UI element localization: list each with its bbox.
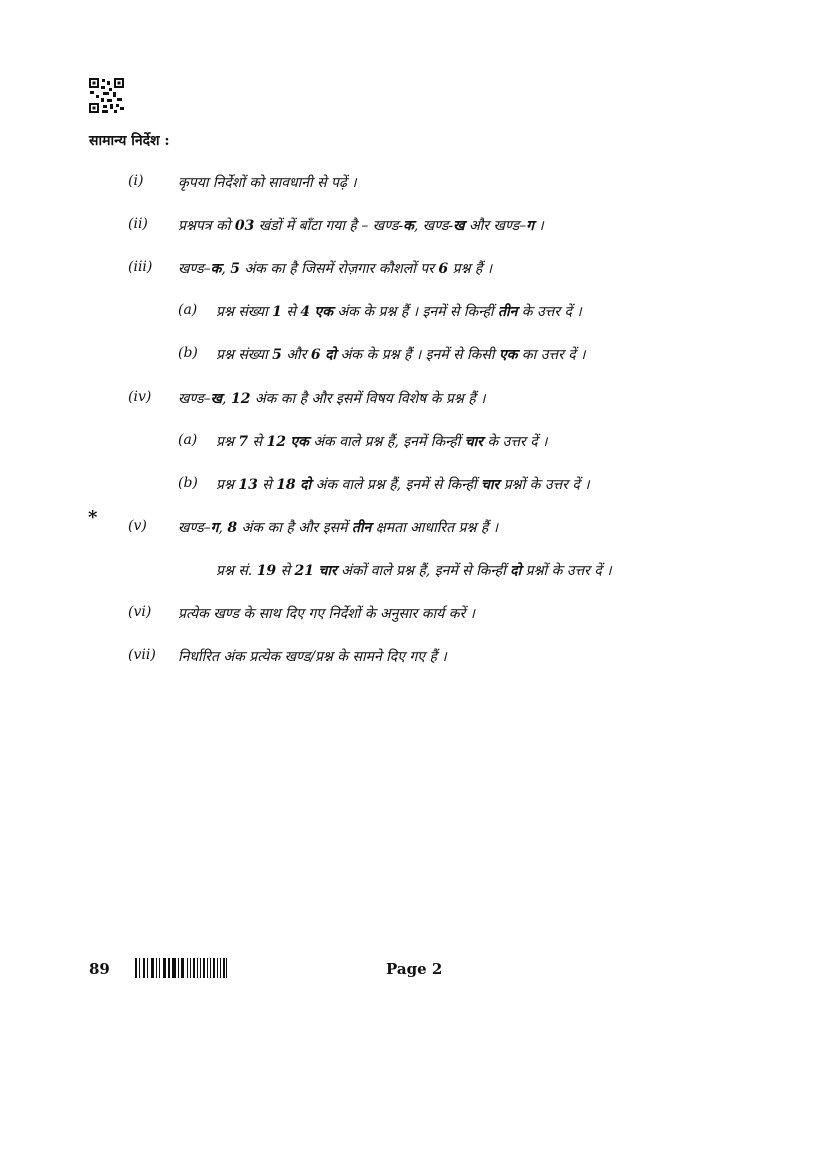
instruction-emphasis: दो (510, 563, 522, 579)
instruction-fragment: अंक का है और इसमें विषय विशेष के प्रश्न हैं । (250, 391, 486, 407)
instruction-text (216, 432, 547, 451)
instruction-emphasis: तीन (497, 304, 518, 320)
instruction-emphasis: ख (210, 391, 223, 407)
instruction-emphasis: चार (481, 477, 500, 493)
instruction-number: (i) (128, 173, 144, 189)
instruction-emphasis: 5 (272, 347, 282, 363)
instruction-fragment: कृपया निर्देशों को सावधानी से पढ़ें । (178, 175, 357, 191)
instruction-fragment: अंक के प्रश्न हैं । इनमें से किन्हीं (333, 304, 498, 320)
instruction-emphasis: क (210, 261, 222, 277)
instruction-fragment: अंक का है जिसमें रोज़गार कौशलों पर (240, 261, 439, 277)
instruction-emphasis: 5 (230, 261, 241, 277)
instruction-emphasis: 6 (310, 347, 321, 363)
instruction-text (216, 475, 590, 494)
instruction-text (178, 259, 492, 278)
instruction-fragment: , (222, 391, 231, 407)
instruction-fragment: खण्ड– (178, 520, 211, 536)
instruction-emphasis: क (403, 218, 414, 234)
instruction-emphasis: ख (453, 218, 465, 234)
instruction-text (216, 302, 582, 321)
instruction-number: (a) (178, 302, 198, 318)
instruction-emphasis: 6 (438, 261, 449, 277)
instruction-emphasis: 12 (230, 391, 251, 407)
instruction-emphasis: एक (290, 434, 309, 450)
instruction-text (178, 518, 498, 537)
instruction-fragment: प्रश्न हैं । (448, 261, 493, 277)
general-instructions-heading: सामान्य निर्देश : (89, 133, 170, 149)
instruction-fragment: , खण्ड- (413, 218, 454, 234)
instruction-fragment: से (276, 563, 295, 579)
instruction-fragment: निर्धारित अंक प्रत्येक खण्ड/प्रश्न के सामने दिए गए हैं । (178, 649, 447, 665)
instruction-fragment: और खण्ड– (464, 218, 527, 234)
instruction-number: (v) (128, 518, 147, 534)
instruction-emphasis: 1 (272, 304, 282, 320)
instruction-text (178, 216, 544, 235)
barcode-icon (135, 958, 228, 978)
instruction-fragment: अंकों वाले प्रश्न हैं, इनमें से किन्हीं (336, 563, 511, 579)
instruction-text (216, 345, 585, 364)
instruction-emphasis: 03 (234, 218, 255, 234)
instruction-fragment: अंक वाले प्रश्न हैं, इनमें किन्हीं (308, 434, 465, 450)
instruction-number: (iv) (128, 389, 152, 405)
instruction-fragment: और (281, 347, 311, 363)
instruction-fragment: प्रश्नों के उत्तर दें । (499, 477, 590, 493)
instruction-fragment: । (533, 218, 544, 234)
instruction-emphasis: तीन (351, 520, 372, 536)
instruction-emphasis: 4 (300, 304, 311, 320)
instruction-fragment: के उत्तर दें । (483, 434, 548, 450)
instruction-emphasis: चार (318, 563, 337, 579)
instruction-text (216, 561, 612, 580)
instruction-fragment: प्रश्न (216, 434, 239, 450)
instruction-emphasis: एक (314, 304, 333, 320)
instruction-emphasis: 12 (266, 434, 286, 450)
instruction-emphasis: दो (300, 477, 312, 493)
instruction-emphasis: ग (210, 520, 219, 536)
instruction-fragment: प्रश्न (216, 477, 239, 493)
instruction-text (178, 604, 475, 623)
instruction-emphasis: 8 (227, 520, 238, 536)
instruction-fragment: अंक वाले प्रश्न हैं, इनमें से किन्हीं (311, 477, 481, 493)
instruction-fragment: खण्ड– (178, 391, 211, 407)
instruction-text (178, 389, 485, 408)
instruction-emphasis: 13 (238, 477, 258, 493)
instruction-emphasis: ग (526, 218, 534, 234)
instruction-fragment: खंडों में बाँटा गया है – खण्ड- (254, 218, 404, 234)
instruction-fragment: , (221, 261, 231, 277)
instruction-emphasis: 21 (294, 563, 315, 579)
instruction-emphasis: 19 (256, 563, 277, 579)
instruction-number: (a) (178, 432, 198, 448)
instruction-fragment: के उत्तर दें । (517, 304, 582, 320)
subject-code: 89 (89, 960, 110, 978)
instruction-emphasis: एक (498, 347, 518, 363)
instruction-fragment: प्रश्न संख्या (216, 304, 273, 320)
instruction-number: (vi) (128, 604, 152, 620)
instruction-fragment: से (248, 434, 267, 450)
instruction-fragment: का उत्तर दें । (517, 347, 586, 363)
instruction-number: (b) (178, 345, 198, 361)
instruction-emphasis: 7 (238, 434, 249, 450)
instruction-fragment: , (218, 520, 228, 536)
instruction-fragment: अंक के प्रश्न हैं । इनमें से किसी (336, 347, 499, 363)
instruction-fragment: अंक का है और इसमें (237, 520, 352, 536)
instruction-number: (ii) (128, 216, 148, 232)
qr-code-icon (89, 78, 124, 113)
instruction-fragment: प्रश्न संख्या (216, 347, 273, 363)
instruction-fragment: प्रश्न सं. (216, 563, 257, 579)
instruction-fragment: प्रश्नपत्र को (178, 218, 235, 234)
instruction-fragment: से (257, 477, 277, 493)
instruction-emphasis: 18 (276, 477, 296, 493)
asterisk-mark: * (88, 507, 98, 528)
page-number: Page 2 (386, 960, 443, 978)
instruction-fragment: खण्ड– (178, 261, 211, 277)
instruction-emphasis: चार (464, 434, 484, 450)
instruction-number: (vii) (128, 647, 156, 663)
instruction-fragment: प्रत्येक खण्ड के साथ दिए गए निर्देशों के अनुसार कार्य करें । (178, 606, 475, 622)
instruction-number: (iii) (128, 259, 153, 275)
instruction-fragment: प्रश्नों के उत्तर दें । (521, 563, 612, 579)
instruction-fragment: से (281, 304, 301, 320)
instruction-number: (b) (178, 475, 198, 491)
instruction-emphasis: दो (325, 347, 337, 363)
instruction-fragment: क्षमता आधारित प्रश्न हैं । (371, 520, 499, 536)
instruction-text (178, 647, 447, 666)
instruction-text (178, 173, 357, 192)
